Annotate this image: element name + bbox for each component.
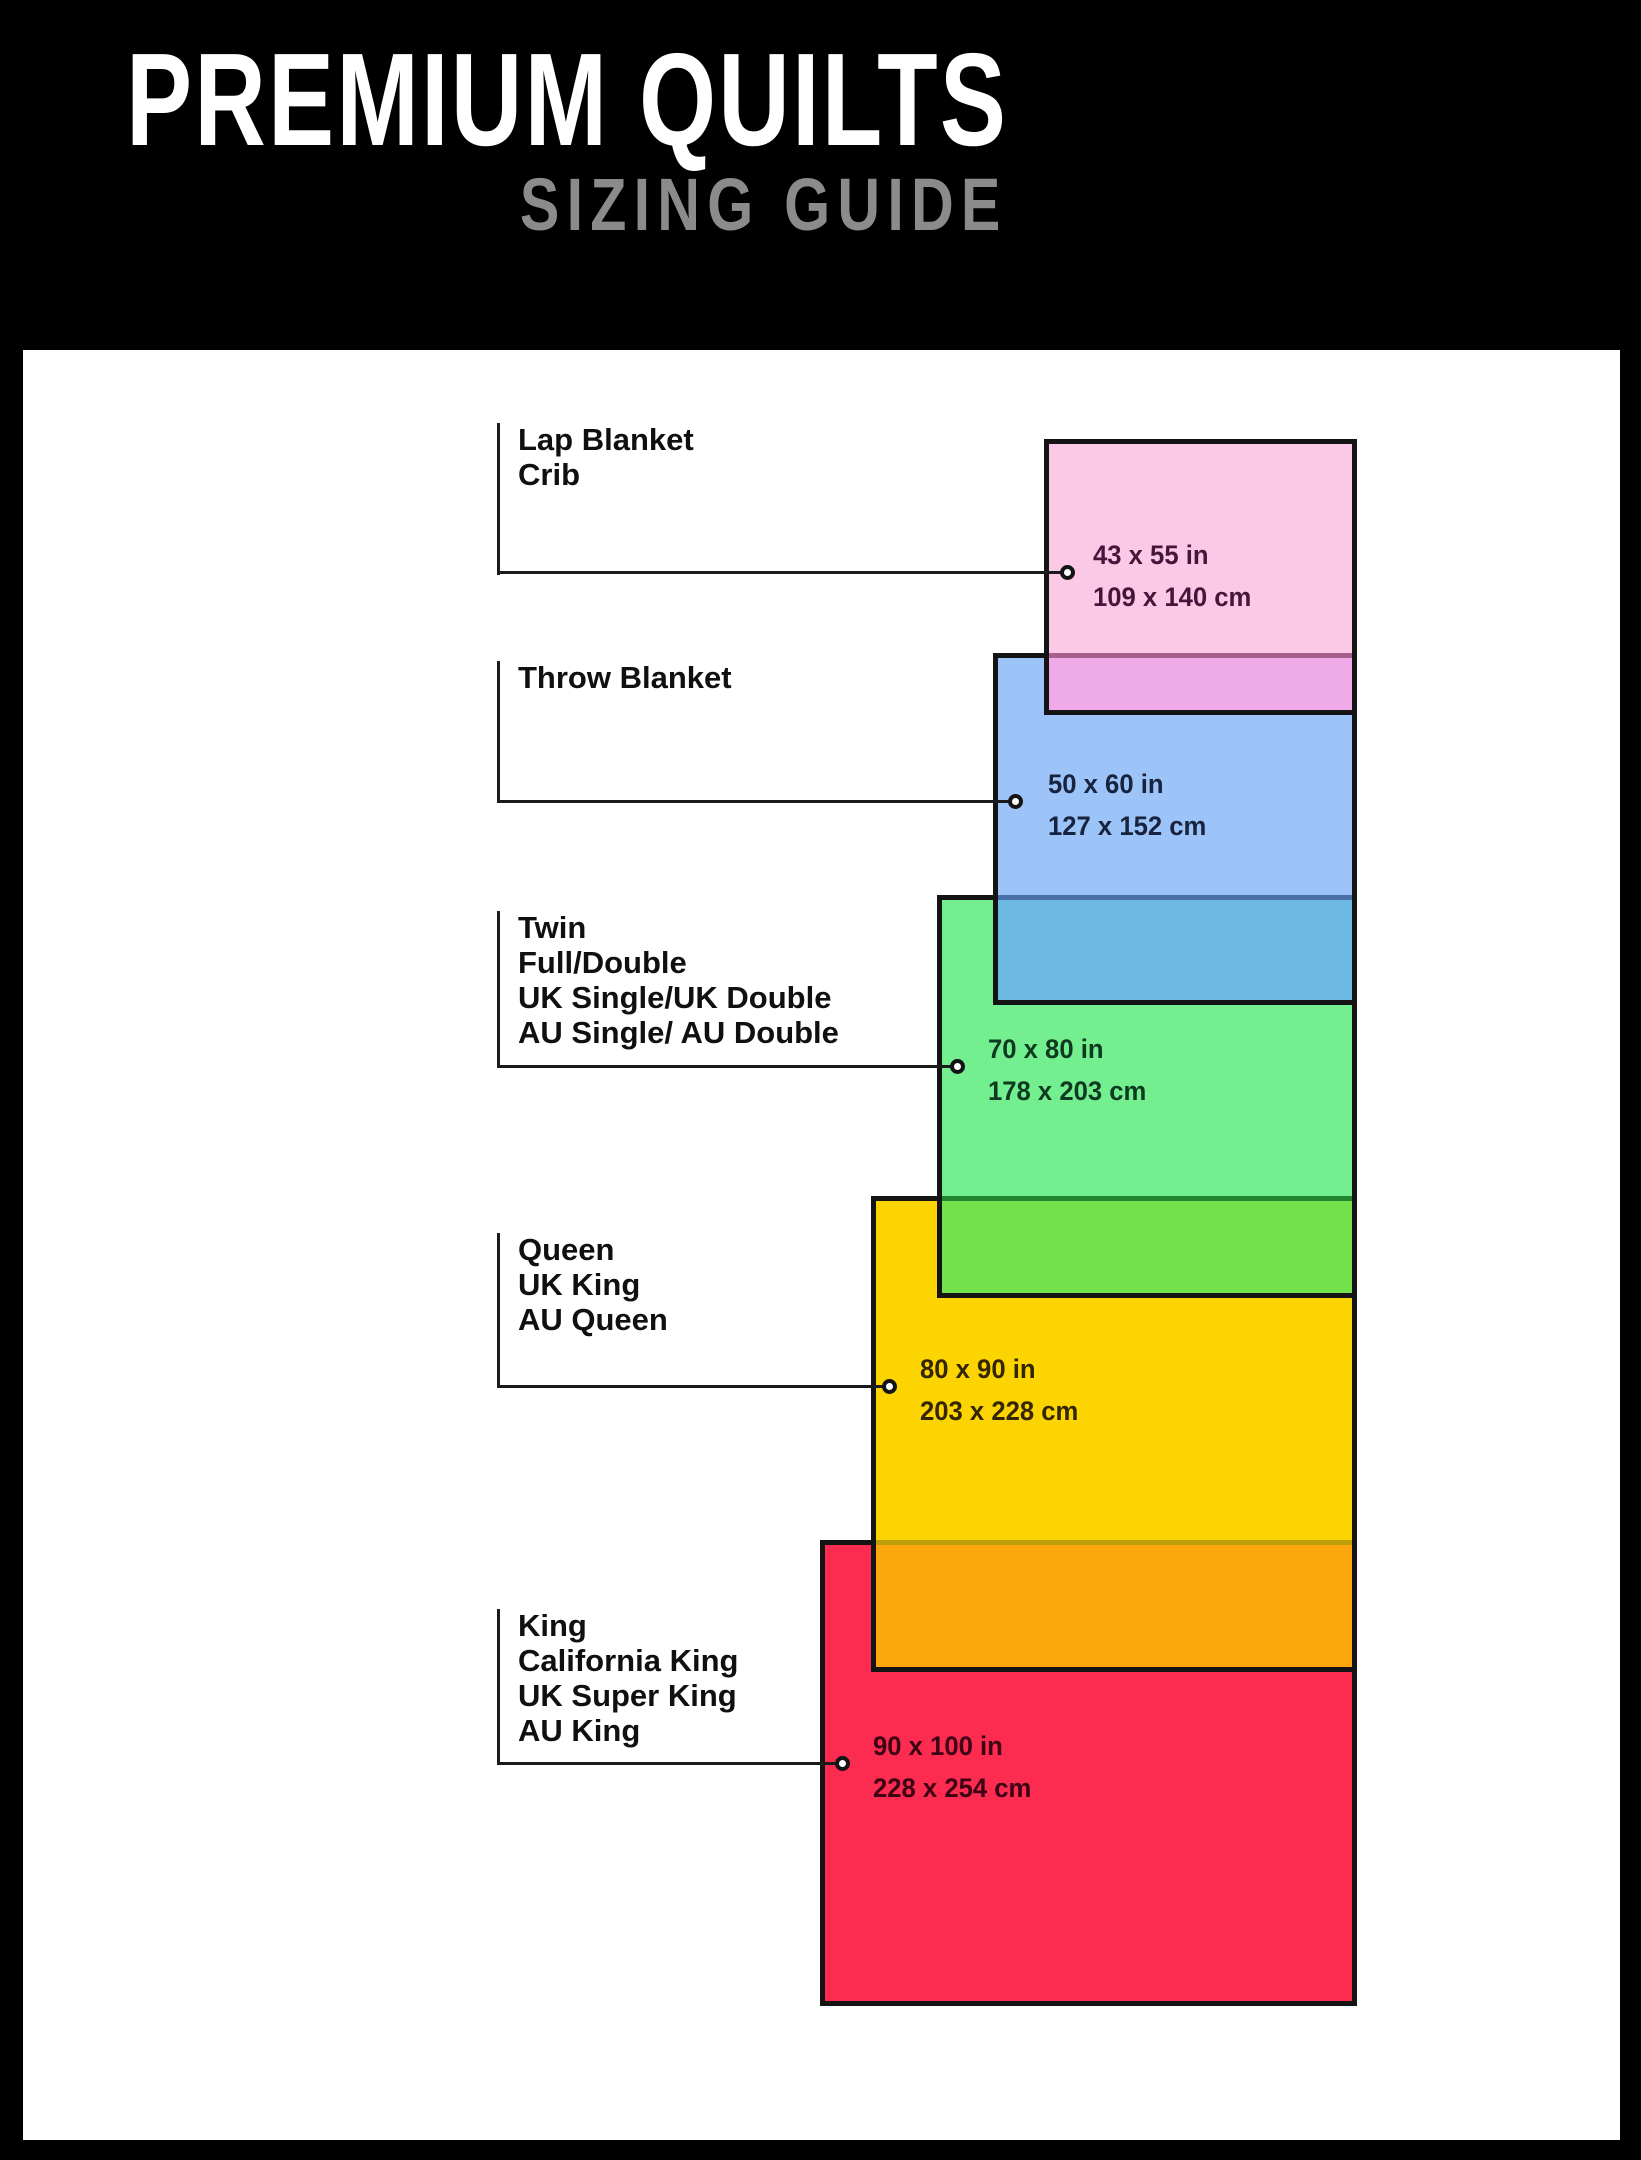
overlap-throw-twin — [998, 895, 1352, 1000]
label-lap-blanket: Lap Blanket Crib — [518, 422, 694, 492]
label-throw-blanket: Throw Blanket — [518, 660, 732, 695]
leader-vline-king — [497, 1609, 500, 1765]
leader-vline-lap — [497, 423, 500, 575]
leader-dot-queen — [882, 1379, 897, 1394]
leader-vline-queen — [497, 1233, 500, 1388]
overlap-lap-throw — [1049, 653, 1352, 710]
leader-dot-king — [835, 1756, 850, 1771]
leader-dot-lap — [1060, 565, 1075, 580]
dim-king: 90 x 100 in 228 x 254 cm — [873, 1731, 1032, 1803]
page-subtitle: SIZING GUIDE — [520, 163, 1008, 246]
dim-throw: 50 x 60 in 127 x 152 cm — [1048, 769, 1207, 841]
leader-dot-throw — [1008, 794, 1023, 809]
label-king: King California King UK Super King AU King — [518, 1608, 739, 1748]
dim-queen: 80 x 90 in 203 x 228 cm — [920, 1354, 1079, 1426]
leader-vline-throw — [497, 661, 500, 803]
label-queen: Queen UK King AU Queen — [518, 1232, 668, 1337]
overlap-twin-queen — [942, 1196, 1352, 1293]
leader-hline-king — [497, 1762, 836, 1765]
label-twin: Twin Full/Double UK Single/UK Double AU Single/ AU Double — [518, 910, 839, 1050]
page-title: PREMIUM QUILTS — [125, 26, 1008, 173]
leader-hline-twin — [497, 1065, 951, 1068]
leader-hline-queen — [497, 1385, 883, 1388]
leader-hline-lap — [497, 571, 1061, 574]
leader-dot-twin — [950, 1059, 965, 1074]
dim-lap: 43 x 55 in 109 x 140 cm — [1093, 540, 1252, 612]
overlap-queen-king — [876, 1540, 1352, 1667]
leader-hline-throw — [497, 800, 1009, 803]
dim-twin: 70 x 80 in 178 x 203 cm — [988, 1034, 1147, 1106]
leader-vline-twin — [497, 911, 500, 1068]
